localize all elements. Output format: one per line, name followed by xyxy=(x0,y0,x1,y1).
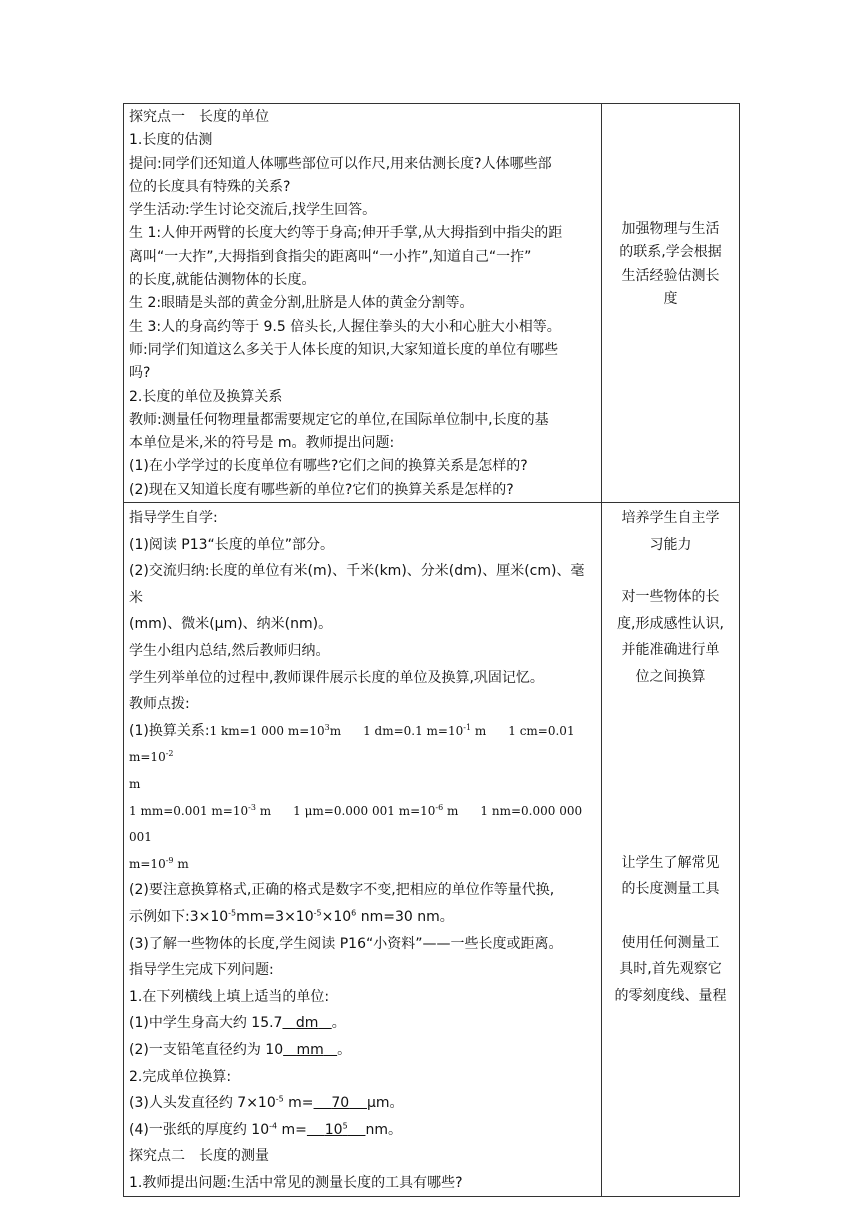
text-line: (mm)、微米(μm)、纳米(nm)。 xyxy=(129,616,333,633)
formula: 1 nm=0.000 000 001 xyxy=(129,803,583,845)
text-line: 具时,首先观察它 xyxy=(619,961,722,978)
text-line: 指导学生完成下列问题: xyxy=(129,962,274,979)
question-text: 。 xyxy=(331,1015,346,1032)
answer: mm xyxy=(296,1041,324,1058)
answer-blank xyxy=(283,1042,337,1058)
main-text xyxy=(124,104,601,502)
lesson-table xyxy=(123,103,740,1197)
side-cell xyxy=(602,104,740,503)
answer: dm xyxy=(295,1015,319,1032)
question-text: (1)中学生身高大约 15.7 xyxy=(129,1015,283,1032)
text-line: 对一些物体的长 xyxy=(621,589,720,606)
example-text: ×10 xyxy=(321,908,352,925)
formula: 1 μm=0.000 001 m=10 xyxy=(293,803,436,818)
text-line: (2)现在又知道长度有哪些新的单位?它们的换算关系是怎样的? xyxy=(129,481,514,498)
exponent: -4 xyxy=(269,1121,278,1131)
exponent: -2 xyxy=(165,749,174,759)
text-line: 指导学生自学: xyxy=(129,510,218,527)
text-line: 吗? xyxy=(129,365,151,382)
text-line: 让学生了解常见 xyxy=(621,854,720,871)
conversion-line xyxy=(129,771,597,798)
example-text: mm=3×10 xyxy=(236,908,314,925)
text-line: (3)了解一些物体的长度,学生阅读 P16“小资料”——一些长度或距离。 xyxy=(129,935,563,952)
text-line: 1.教师提出问题:生活中常见的测量长度的工具有哪些? xyxy=(129,1174,463,1191)
formula: 1 cm=0.01 m=10 xyxy=(129,723,575,765)
example-text: nm=30 nm。 xyxy=(356,908,454,925)
question-text: m= xyxy=(277,1121,307,1138)
text-line: 本单位是米,米的符号是 m。教师提出问题: xyxy=(129,435,395,452)
text-line: 位的长度具有特殊的关系? xyxy=(129,178,291,195)
text-line: (1)阅读 P13“长度的单位”部分。 xyxy=(129,536,335,553)
text-line: 学生小组内总结,然后教师归纳。 xyxy=(129,643,330,660)
text-line: 提问:同学们还知道人体哪些部位可以作尺,用来估测长度?人体哪些部 xyxy=(129,155,552,172)
text-line: (2)要注意换算格式,正确的格式是数字不变,把相应的单位作等量代换, xyxy=(129,882,555,899)
formula: 1 dm=0.1 m=10 xyxy=(363,723,464,738)
answer: 10 xyxy=(324,1121,343,1138)
question-line xyxy=(129,1090,597,1117)
side-note xyxy=(604,930,737,1010)
side-note xyxy=(604,850,737,903)
answer-blank xyxy=(307,1122,366,1138)
text-line: 度,形成感性认识, xyxy=(617,615,724,632)
exponent: -6 xyxy=(435,802,444,812)
answer: 70 xyxy=(331,1095,350,1112)
side-note xyxy=(604,584,737,690)
text-line: 的零刻度线、量程 xyxy=(614,987,727,1004)
formula: m=10 xyxy=(129,856,166,871)
text-line: 位之间换算 xyxy=(635,669,706,686)
text-line: 探究点一 长度的单位 xyxy=(129,109,269,125)
question-text: (3)人头发直径约 7×10 xyxy=(129,1095,276,1112)
text-line: 学生列举单位的过程中,教师课件展示长度的单位及换算,巩固记忆。 xyxy=(129,669,544,686)
formula: m xyxy=(173,856,189,871)
side-note xyxy=(604,505,737,558)
text-line: 习能力 xyxy=(649,536,692,553)
main-text xyxy=(124,503,601,1196)
text-line: 加强物理与生活 xyxy=(621,221,720,237)
exponent: 3 xyxy=(324,722,330,732)
table-row xyxy=(124,503,740,1197)
exponent: -3 xyxy=(248,802,256,812)
question-line xyxy=(129,1037,597,1064)
example-line xyxy=(129,904,597,931)
text-line: 生 2:眼睛是头部的黄金分割,肚脐是人体的黄金分割等。 xyxy=(129,295,474,312)
text-line: 的长度,就能估测物体的长度。 xyxy=(129,272,316,289)
text-line: 使用任何测量工 xyxy=(621,934,720,951)
text-line: 学生活动:学生讨论交流后,找学生回答。 xyxy=(129,202,377,219)
formula: m xyxy=(443,803,459,818)
text-line: 生活经验估测长 xyxy=(621,267,720,284)
question-text: (4)一张纸的厚度约 10 xyxy=(129,1121,270,1138)
formula: 1 mm=0.001 m=10 xyxy=(129,803,249,818)
conversion-label: (1)换算关系: xyxy=(129,722,210,739)
formula: m xyxy=(471,723,487,738)
example-text: 示例如下:3×10 xyxy=(129,908,229,925)
question-text: μm。 xyxy=(367,1095,404,1112)
text-line: 生 3:人的身高约等于 9.5 倍头长,人握住拳头的大小和心脏大小相等。 xyxy=(129,318,561,335)
exponent: -5 xyxy=(275,1094,284,1104)
text-line: 生 1:人伸开两臂的长度大约等于身高;伸开手掌,从大拇指到中指尖的距 xyxy=(129,225,563,242)
text-line: (1)在小学学过的长度单位有哪些?它们之间的换算关系是怎样的? xyxy=(129,458,528,475)
exponent: -5 xyxy=(228,908,237,918)
main-cell xyxy=(124,503,602,1197)
text-line: 培养学生自主学 xyxy=(621,510,720,527)
conversion-line xyxy=(129,718,597,771)
formula: m xyxy=(255,803,272,818)
question-text: nm。 xyxy=(365,1121,402,1138)
answer-blank xyxy=(282,1015,331,1031)
question-line xyxy=(129,1117,597,1144)
question-line xyxy=(129,1010,597,1037)
text-line: 1.在下列横线上填上适当的单位: xyxy=(129,988,330,1005)
answer-blank xyxy=(314,1095,367,1111)
formula: 1 km=1 000 m=10 xyxy=(209,723,325,738)
side-cell xyxy=(602,503,740,1197)
text-line: 离叫“一大拃”,大拇指到食指尖的距离叫“一小拃”,知道自己“一拃” xyxy=(129,248,532,265)
text-line: 1.长度的估测 xyxy=(129,132,213,149)
section-heading: 探究点二 长度的测量 xyxy=(129,1148,269,1165)
text-line: 教师点拨: xyxy=(129,696,190,713)
text-line: 师:同学们知道这么多关于人体长度的知识,大家知道长度的单位有哪些 xyxy=(129,341,559,358)
question-text: 。 xyxy=(337,1041,352,1058)
text-line: 的长度测量工具 xyxy=(621,881,720,898)
exponent: 6 xyxy=(351,908,357,918)
side-note xyxy=(602,218,739,311)
exponent: 5 xyxy=(342,1121,348,1131)
side-notes xyxy=(602,503,739,1010)
text-line: 2.完成单位换算: xyxy=(129,1068,232,1085)
exponent: -1 xyxy=(463,722,472,732)
text-line: (2)交流归纳:长度的单位有米(m)、千米(km)、分米(dm)、厘米(cm)、毫米 xyxy=(129,563,585,606)
main-cell xyxy=(124,104,602,503)
question-text: (2)一支铅笔直径约为 10 xyxy=(129,1041,284,1058)
text-line: 并能准确进行单 xyxy=(621,642,720,659)
exponent: -5 xyxy=(313,908,322,918)
formula: m xyxy=(129,776,141,791)
formula: m xyxy=(329,723,342,738)
exponent: -9 xyxy=(165,855,174,865)
text-line: 教师:测量任何物理量都需要规定它的单位,在国际单位制中,长度的基 xyxy=(129,411,549,428)
text-line: 的联系,学会根据 xyxy=(619,244,722,261)
conversion-line xyxy=(129,851,597,878)
question-text: m= xyxy=(283,1095,314,1112)
conversion-line xyxy=(129,798,597,851)
table-row xyxy=(124,104,740,503)
text-line: 度 xyxy=(663,290,678,307)
text-line: 2.长度的单位及换算关系 xyxy=(129,388,283,405)
